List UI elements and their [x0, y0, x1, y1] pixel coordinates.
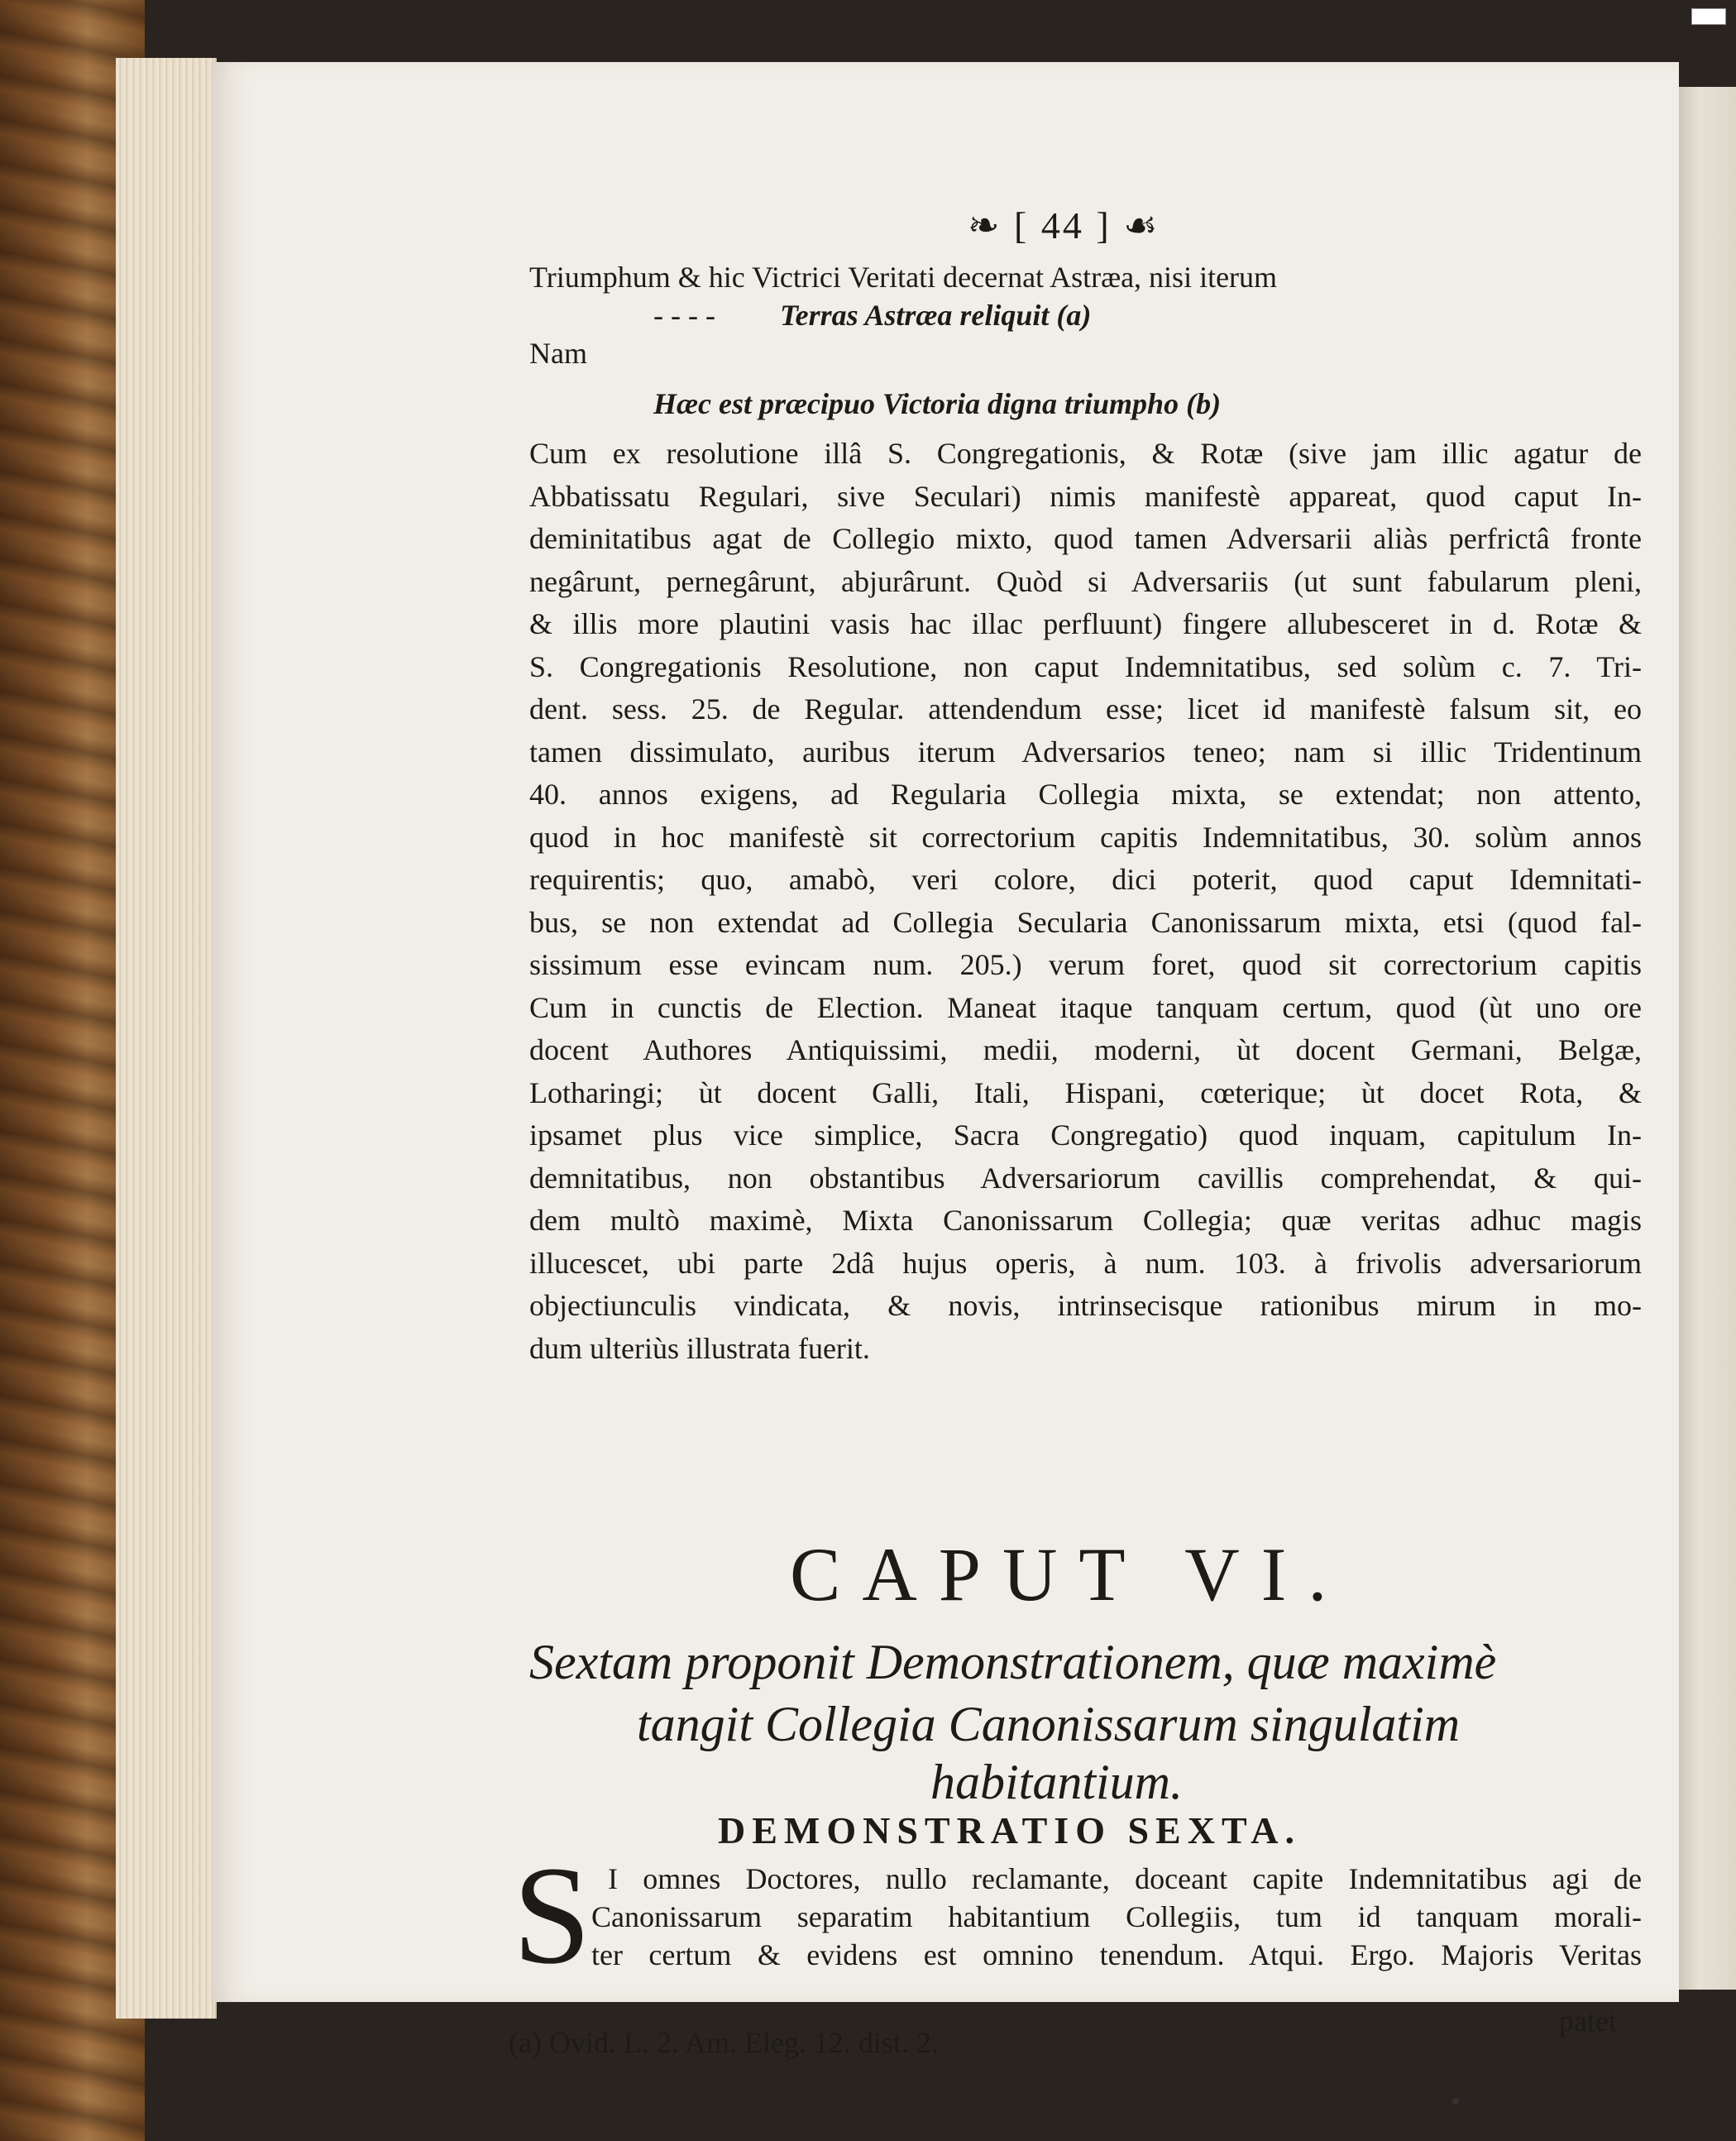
chapter-subtitle-3: habitantium.	[930, 1755, 1184, 1809]
chapter-subtitle-1: Sextam proponit Demonstrationem, quæ maximè	[529, 1635, 1497, 1689]
paragraph-line: deminitatibus agat de Collegio mixto, quod tamen Adversarii aliàs perfrictâ fronte	[529, 522, 1642, 555]
ornament-right-icon: ☙	[1123, 204, 1160, 247]
paragraph-line: bus, se non extendat ad Collegia Secularia Canonissarum mixta, etsi (quod fal-	[529, 905, 1642, 939]
paragraph-line: illucescet, ubi parte 2dâ hujus operis, à num. 103. à frivolis adversariorum	[529, 1246, 1642, 1280]
verse-1: Terras Astræa reliquit (a)	[779, 299, 1092, 332]
paragraph-line: quod in hoc manifestè sit correctorium capitis Indemnitatibus, 30. solùm annos	[529, 820, 1642, 854]
paragraph-line: Abbatissatu Regulari, sive Seculari) nimis manifestè appareat, quod caput In-	[529, 479, 1642, 513]
final-line-3: ter certum & evidens est omnino tenendum. Atqui. Ergo. Majoris Veritas	[591, 1938, 1642, 1971]
footnote: (a) Ovid. L. 2. Am. Eleg. 12. dist. 2.	[509, 2026, 939, 2059]
paragraph-line: dem multò maximè, Mixta Canonissarum Collegia; quæ veritas adhuc magis	[529, 1204, 1642, 1237]
paragraph-line: 40. annos exigens, ad Regularia Collegia mixta, se extendat; non attento,	[529, 778, 1642, 811]
chapter-title: CAPUT VI.	[790, 1532, 1349, 1617]
paragraph-line: demnitatibus, non obstantibus Adversariorum cavillis comprehendat, & qui-	[529, 1161, 1642, 1195]
paragraph-line: tamen dissimulato, auribus iterum Adversarios teneo; nam si illic Tridentinum	[529, 735, 1642, 769]
verse-2: Hæc est præcipuo Victoria digna triumpho (b)	[653, 387, 1222, 420]
final-line-2: Canonissarum separatim habitantium Collegiis, tum id tanquam morali-	[591, 1900, 1642, 1933]
opening-line: Triumphum & hic Victrici Veritati decernat Astræa, nisi iterum	[529, 261, 1278, 294]
catchword: patet	[1559, 2004, 1617, 2038]
verse-line-2	[653, 385, 1221, 423]
paragraph-line: dent. sess. 25. de Regular. attendendum esse; licet id manifestè falsum sit, eo	[529, 692, 1642, 726]
nam-word: Nam	[529, 337, 587, 370]
ornament-left-icon: ❧	[968, 204, 1002, 247]
printer-dot	[1452, 2098, 1459, 2105]
page-number-text: [ 44 ]	[1014, 204, 1112, 247]
paragraph-line: Cum in cunctis de Election. Maneat itaque tanquam certum, quod (ùt uno ore	[529, 990, 1642, 1024]
paragraph-line: sissimum esse evincam num. 205.) verum foret, quod sit correctorium capitis	[529, 948, 1642, 981]
paragraph-line: Cum ex resolutione illâ S. Congregationis, & Rotæ (sive jam illic agatur de	[529, 437, 1642, 470]
paragraph-line: requirentis; quo, amabò, veri colore, dici poterit, quod caput Idemnitati-	[529, 863, 1642, 896]
paragraph-line: ipsamet plus vice simplice, Sacra Congregatio) quod inquam, capitulum In-	[529, 1118, 1642, 1152]
calibration-marker	[1691, 8, 1726, 25]
paragraph-line: docent Authores Antiquissimi, medii, moderni, ùt docent Germani, Belgæ,	[529, 1033, 1642, 1066]
chapter-subtitle-2: tangit Collegia Canonissarum singulatim	[637, 1697, 1461, 1751]
demonstratio-heading: DEMONSTRATIO SEXTA.	[718, 1809, 1301, 1851]
page-edges	[116, 58, 217, 2019]
final-line-1: I omnes Doctores, nullo reclamante, doceant capite Indemnitatibus agi de	[608, 1862, 1642, 1895]
drop-cap: S	[513, 1837, 591, 1993]
paragraph-line: negârunt, pernegârunt, abjurârunt. Quòd si Adversariis (ut sunt fabularum pleni,	[529, 564, 1642, 598]
paragraph-line: objectiunculis vindicata, & novis, intrinsecisque rationibus mirum in mo-	[529, 1289, 1642, 1322]
paragraph-line: & illis more plautini vasis hac illac perfluunt) fingere allubesceret in d. Rotæ &	[529, 607, 1642, 640]
paragraph-line: dum ulteriùs illustrata fuerit.	[529, 1331, 870, 1365]
paragraph-line: Lotharingi; ùt docent Galli, Itali, Hispani, cœterique; ùt docet Rota, &	[529, 1075, 1642, 1109]
verse-dashes: - - - -	[653, 299, 715, 332]
verse-line-1	[653, 296, 1091, 334]
facing-page-edge	[1675, 87, 1736, 1990]
page-number	[968, 203, 1160, 247]
paragraph-line: S. Congregationis Resolutione, non caput Indemnitatibus, sed solùm c. 7. Tri-	[529, 649, 1642, 683]
